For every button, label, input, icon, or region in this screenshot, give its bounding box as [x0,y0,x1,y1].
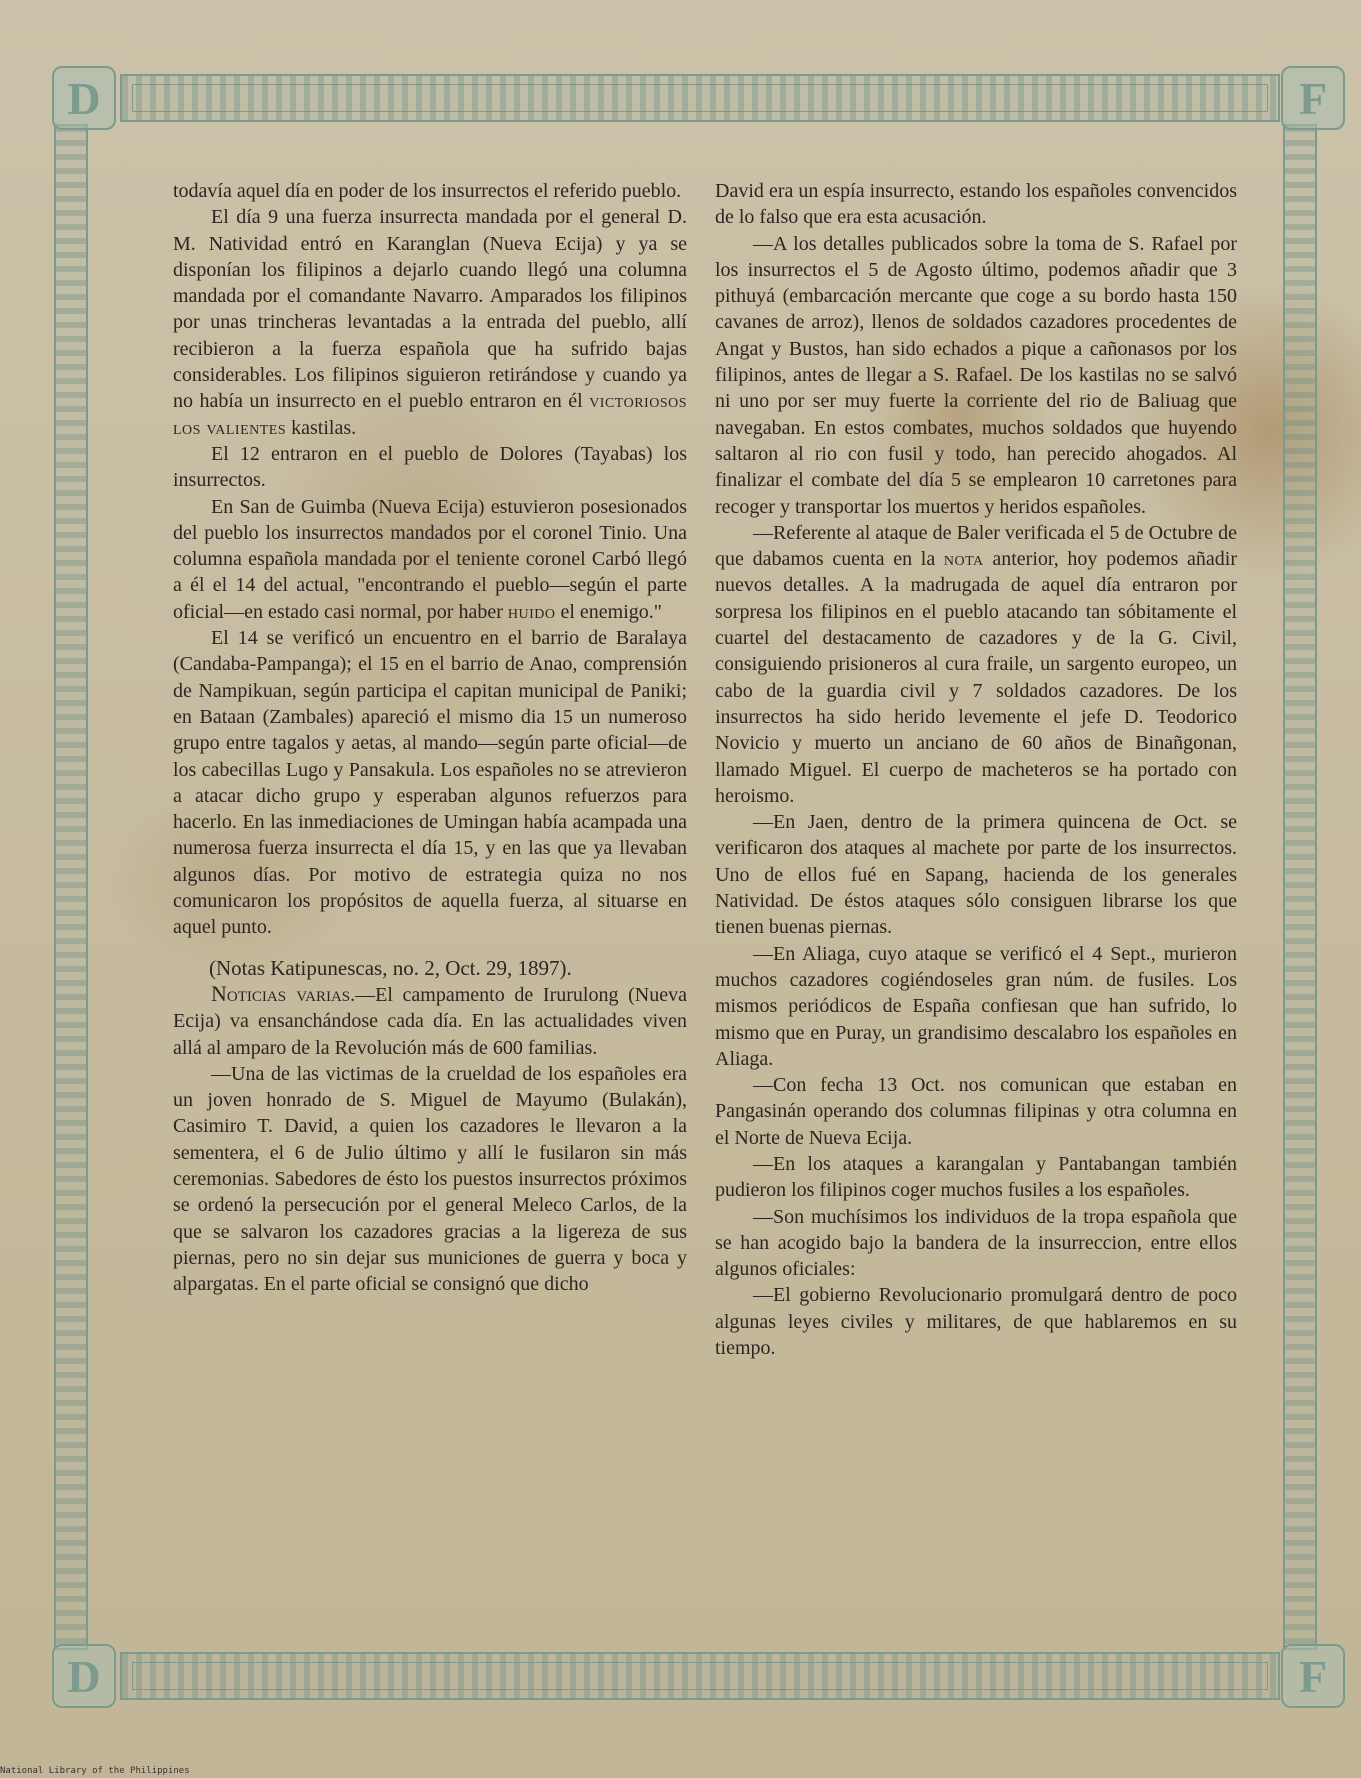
paragraph: David era un espía insurrecto, estando los españoles convencidos de lo falso que era esta acusación. [715,180,1237,229]
paragraph: El día 9 una fuerza insurrecta mandada por el general D. M. Natividad entró en Karanglan (Nueva Ecija) y ya se disponían los filipinos a dejarlo cuando llegó una columna mandada por el comandante Navarro. Amparados los filipinos por unas trincheras levantadas a la entrada del pueblo, allí recibieron a la fuerza española que ha sufrido bajas considerables. Los filipinos siguieron retirándose y cuando ya no había un insurrecto en el pueblo entraron en él victoriosos los valientes kastilas. [173,206,687,439]
corner-ornament-top-left: D [52,66,116,130]
paragraph: —Con fecha 13 Oct. nos comunican que estaban en Pangasinán operando dos columnas filipinas y otra columna en el Norte de Nueva Ecija. [715,1074,1237,1149]
emphasis-text: nota [943,548,984,571]
paragraph: todavía aquel día en poder de los insurrectos el referido pueblo. [173,180,682,202]
section-heading: Noticias varias [211,980,351,1006]
corner-ornament-bottom-left: D [52,1644,116,1708]
citation: (Notas Katipunescas, no. 2, Oct. 29, 1897). [209,955,572,980]
paragraph: Noticias varias.—El campamento de Irurulong (Nueva Ecija) va ensanchándose cada día. En las actualidades viven allá al amparo de la Revolución más de 600 familias. [173,980,687,1059]
emphasis-text: huido [507,600,556,623]
paragraph: —En Jaen, dentro de la primera quincena de Oct. se verificaron dos ataques al machete por parte de los insurrectos. Uno de ellos fué en Sapang, hacienda de los generales Natividad. De éstos ataques sólo consiguen librarse los que tienen buenas piernas. [715,811,1237,939]
decorative-border-bottom [120,1652,1280,1700]
paragraph: —El gobierno Revolucionario promulgará dentro de poco algunas leyes civiles y militares, de que hablaremos en su tiempo. [715,1284,1237,1360]
corner-ornament-bottom-right: F [1281,1644,1345,1708]
paragraph: —Son muchísimos los individuos de la tropa española que se han acogido bajo la bandera de la insurreccion, entre ellos algunos oficiales: [715,1205,1237,1281]
left-column [173,178,687,1297]
library-watermark: National Library of the Philippines [0,1766,190,1776]
decorative-border-top [120,74,1280,122]
paragraph: En San de Guimba (Nueva Ecija) estuvieron posesionados del pueblo los insurrectos mandados por el coronel Tinio. Una columna española mandada por el teniente coronel Carbó llegó a él el 14 del actual, "encontrando el pueblo—según el parte oficial—en estado casi normal, por haber huido el enemigo." [173,495,687,623]
paragraph: El 14 se verificó un encuentro en el barrio de Baralaya (Candaba-Pampanga); el 15 en el barrio de Anao, comprensión de Nampikuan, según participa el capitan municipal de Paniki; en Bataan (Zambales) apareció el mismo dia 15 un numeroso grupo entre tagalos y aetas, al mando—según parte oficial—de los cabecillas Lugo y Pansakula. Los españoles no se atrevieron a atacar dicho grupo y esperaban algunos refuerzos para hacerlo. En las inmediaciones de Umingan había acampada una numerosa fuerza insurrecta el día 15, y en las que ya llevaban algunos días. Por motivo de estrategia quiza no nos comunicaron los propósitos de aquella fuerza, al situarse en aquel punto. [173,627,687,939]
paragraph: —A los detalles publicados sobre la toma de S. Rafael por los insurrectos el 5 de Agosto último, podemos añadir que 3 pithuyá (embarcación mercante que coge a su bordo hasta 150 cavanes de arroz), llenos de soldados cazadores procedentes de Angat y Bustos, han sido echados a pique a cañonasos por los filipinos, antes de llegar a S. Rafael. De los kastilas no se salvó ni uno por ser muy fuerte la corriente del rio de Baliuag que navegaban. En estos combates, muchos soldados que huyendo saltaron al rio con fusil y todo, han perecido ahogados. Al finalizar el combate del día 5 se emplearon 10 carretones para recoger y transportar los muertos y heridos españoles. [715,232,1237,518]
paragraph: El 12 entraron en el pueblo de Dolores (Tayabas) los insurrectos. [173,442,687,492]
decorative-border-left [54,124,88,1650]
emphasis-text: victoriosos los valientes [173,390,687,439]
paragraph: —Referente al ataque de Baler verificada el 5 de Octubre de que dabamos cuenta en la nota anterior, hoy podemos añadir nuevos detalles. A la madrugada de aquel día entraron por sorpresa los filipinos en el pueblo atacando tan sóbitamente el cuartel del destacamento de cazadores y de la G. Civil, consiguiendo prisioneros al cura fraile, un sargento europeo, un cabo de la guardia civil y 7 soldados cazadores. De los insurrectos ha sido herido levemente el jefe D. Teodorico Novicio y muerto un anciano de 60 años de Binañgonan, llamado Miguel. El cuerpo de macheteros se ha portado con heroismo. [715,521,1237,807]
paragraph: —En los ataques a karangalan y Pantabangan también pudieron los filipinos coger muchos fusiles a los españoles. [715,1152,1237,1202]
decorative-border-right [1283,124,1317,1650]
corner-ornament-top-right: F [1281,66,1345,130]
paragraph: —En Aliaga, cuyo ataque se verificó el 4 Sept., murieron muchos cazadores cogiéndoseles gran núm. de fusiles. Los mismos periódicos de España confiesan que han sufrido, lo mismo que en Puray, un grandisimo descalabro los españoles en Aliaga. [715,942,1237,1070]
paragraph: —Una de las victimas de la crueldad de los españoles era un joven honrado de S. Miguel de Mayumo (Bulakán), Casimiro T. David, a quien los cazadores le llevaron a la sementera, el 6 de Julio último y allí le fusilaron sin más ceremonias. Sabedores de ésto los puestos insurrectos próximos se ordenó la persecución por el general Meleco Carlos, de la que se salvaron los cazadores gracias a la ligereza de sus piernas, pero no sin dejar sus municiones de guerra y boca y alpargatas. En el parte oficial se consignó que dicho [173,1062,687,1296]
right-column [715,178,1237,1361]
